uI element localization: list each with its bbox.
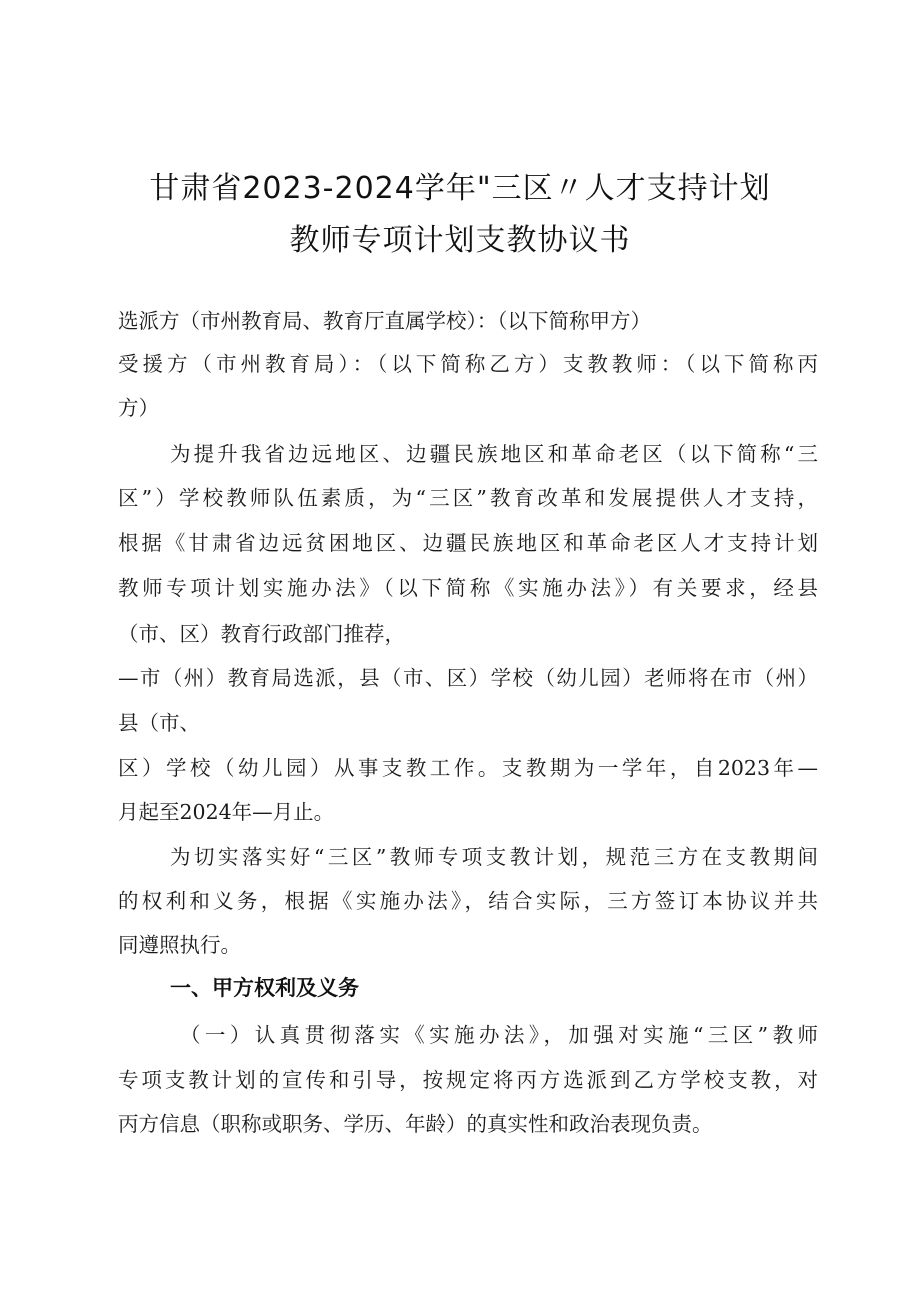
- section-1-item-1-line-2: 专项支教计划的宣传和引导，按规定将丙方选派到乙方学校支教，对: [118, 1068, 818, 1092]
- paragraph-3-line-1: 为切实落实好“三区”教师专项支教计划，规范三方在支教期间: [170, 845, 818, 869]
- paragraph-2-line-4: 月起至2024年—月止。: [118, 800, 335, 824]
- paragraph-2-line-1: —市（州）教育局选派，县（市、区）学校（幼儿园）老师将在市（州）: [118, 666, 818, 690]
- paragraph-3-line-3: 同遵照执行。: [118, 933, 241, 957]
- document-title-line-1: 甘肃省2023-2024学年"三区〃人才支持计划: [149, 171, 771, 206]
- paragraph-3-line-2: 的权利和义务，根据《实施办法》，结合实际，三方签订本协议并共: [118, 889, 818, 913]
- dispatching-party-line: 选派方（市州教育局、教育厅直属学校）：（以下简称甲方）: [118, 309, 651, 333]
- paragraph-2-line-3: 区）学校（幼儿园）从事支教工作。支教期为一学年，自2023年—: [118, 756, 818, 780]
- receiving-party-line: 受援方（市州教育局）：（以下简称乙方）支教教师：（以下简称丙: [118, 352, 818, 376]
- paragraph-1-line-1: 为提升我省边远地区、边疆民族地区和革命老区（以下简称“三: [170, 442, 818, 466]
- paragraph-1-line-5: （市、区）教育行政部门推荐，: [118, 622, 405, 646]
- section-1-heading: 一、甲方权利及义务: [170, 976, 359, 1000]
- section-1-item-1-line-1: （一）认真贯彻落实《实施办法》，加强对实施“三区”教师: [180, 1023, 818, 1047]
- paragraph-1-line-3: 根据《甘肃省边远贫困地区、边疆民族地区和革命老区人才支持计划: [118, 531, 818, 555]
- paragraph-1-line-2: 区”）学校教师队伍素质，为“三区”教育改革和发展提供人才支持，: [118, 486, 818, 510]
- paragraph-2-line-2: 县（市、: [118, 711, 200, 735]
- paragraph-1-line-4: 教师专项计划实施办法》（以下简称《实施办法》）有关要求，经县: [118, 576, 818, 600]
- section-1-item-1-line-3: 丙方信息（职称或职务、学历、年龄）的真实性和政治表现负责。: [118, 1112, 713, 1136]
- teacher-party-line: 方）: [118, 396, 159, 420]
- document-title-line-2: 教师专项计划支教协议书: [289, 223, 631, 258]
